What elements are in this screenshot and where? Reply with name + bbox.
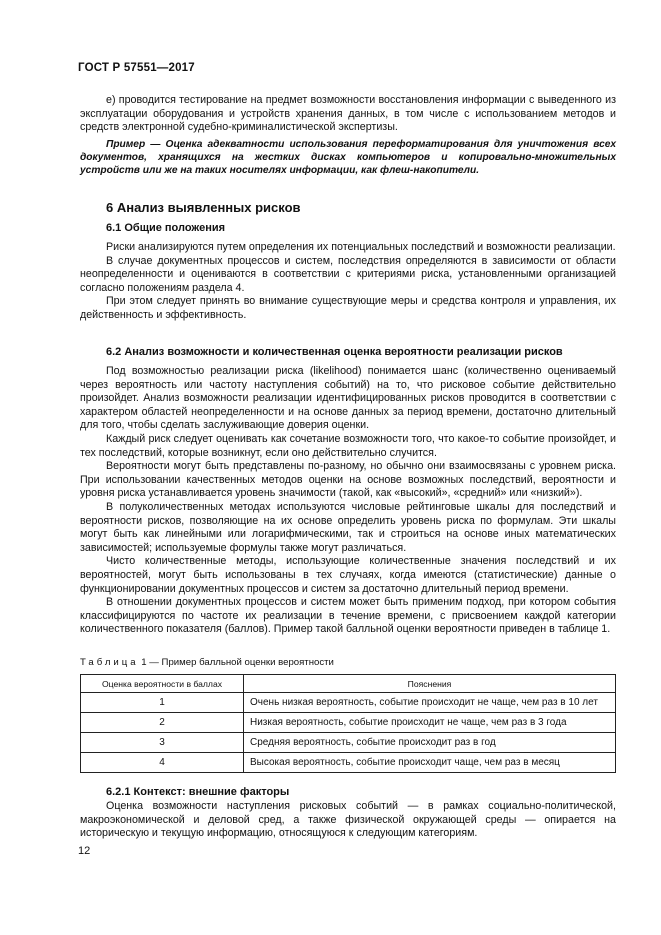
score-cell: 1	[81, 693, 244, 713]
section-6-2-body	[80, 365, 616, 637]
paragraph: Риски анализируются путем определения их потенциальных последствий и возможности реализации.	[106, 241, 616, 253]
table-caption-text: 1 — Пример балльной оценки вероятности	[141, 657, 334, 668]
score-cell: 2	[81, 713, 244, 733]
section-6-1-body	[80, 241, 616, 323]
section-6-2-1-body	[80, 800, 616, 841]
table-row	[81, 733, 616, 753]
example-note: Пример — Оценка адекватности использования переформатирования для уничтожения всех документов, хранящихся на жестких дисках компьютеров и копировально-множительных устройств или же на таких носителях информации, как флеш-накопители.	[80, 139, 616, 176]
table-header-row	[81, 675, 616, 693]
explanation-cell: Низкая вероятность, событие происходит не чаще, чем раз в 3 года	[244, 713, 616, 733]
intro-paragraph: е) проводится тестирование на предмет возможности восстановления информации с выведенного из эксплуатации оборудования и устройств хранения данных, в том числе с использованием методов и средств электронной судебно-криминалистической экспертизы.	[80, 94, 616, 134]
paragraph: Чисто количественные методы, использующие количественные значения последствий и их вероятностей, могут быть использованы в тех случаях, когда имеются (статистические) данные о функционировании документных процессов и систем за достаточно длительный период времени.	[80, 555, 616, 595]
section-6-2-heading: 6.2 Анализ возможности и количественная оценка вероятности реализации рисков	[106, 346, 563, 358]
paragraph: Каждый риск следует оценивать как сочетание возможности того, что какое-то событие произойдет, и тех последствий, которые возникнут, если оно действительно случится.	[80, 432, 616, 459]
table-row	[81, 693, 616, 713]
likelihood-table	[80, 674, 616, 773]
table-row	[81, 713, 616, 733]
paragraph: Вероятности могут быть представлены по-разному, но обычно они взаимосвязаны с уровнем риска. При использовании качественных методов оценки на основе возможных последствий, вероятности и уровня риска устанавливается уровень значимости (такой, как «высокий», «средний» или «низкий»).	[80, 460, 616, 500]
section-6-1-heading: 6.1 Общие положения	[106, 222, 226, 234]
paragraph: При этом следует принять во внимание существующие меры и средства контроля и управления, их действенность и эффективность.	[80, 295, 616, 321]
paragraph: Под возможностью реализации риска (likelihood) понимается шанс (количественно оцениваемый через вероятность или частоту наступления событий) на то, что рисковое событие действительно произойдет. Анализ возможности реализации идентифицированных рисков проводится в соответствии с характером областей неопределенности и на основе данных за период времени, достаточно длительный для того, чтобы сделать заслуживающие доверия оценки.	[80, 365, 616, 432]
document-header: ГОСТ Р 57551—2017	[78, 62, 195, 74]
intro-block	[80, 94, 616, 135]
column-header-explanation: Пояснения	[244, 675, 616, 693]
column-header-score: Оценка вероятности в баллах	[81, 675, 244, 693]
explanation-cell: Средняя вероятность, событие происходит раз в год	[244, 733, 616, 753]
paragraph: В полуколичественных методах используются числовые рейтинговые шкалы для последствий и вероятности рисков, позволяющие на их основе определить уровень риска по формулам. Эти шкалы могут быть как линейными или логарифмическими, так и строиться на основе иных математических зависимостей; используемые формулы также могут различаться.	[80, 500, 616, 554]
table-caption	[80, 657, 334, 668]
score-cell: 4	[81, 753, 244, 773]
score-cell: 3	[81, 733, 244, 753]
table-caption-word: Таблица	[80, 657, 139, 668]
paragraph: В отношении документных процессов и систем может быть применим подход, при котором события классифицируются по частоте их реализации в течение времени, с присвоением каждой категории количественного показателя (баллов). Пример такой балльной оценки вероятности приведен в таблице 1.	[80, 596, 616, 636]
page-number: 12	[78, 845, 91, 857]
paragraph: Оценка возможности наступления рисковых событий — в рамках социально-политической, макроэкономической и деловой сред, а также физической окружающей среды — опирается на историческую и текущую информацию, относящуюся к следующим категориям.	[80, 800, 616, 840]
table-row	[81, 753, 616, 773]
section-6-heading: 6 Анализ выявленных рисков	[106, 200, 301, 215]
explanation-cell: Высокая вероятность, событие происходит чаще, чем раз в месяц	[244, 753, 616, 773]
explanation-cell: Очень низкая вероятность, событие происходит не чаще, чем раз в 10 лет	[244, 693, 616, 713]
paragraph: В случае документных процессов и систем, последствия определяются в зависимости от области неопределенности и оцениваются в соответствии с критериями риска, установленными организацией согласно положениям раздела 4.	[80, 254, 616, 294]
section-6-2-1-heading: 6.2.1 Контекст: внешние факторы	[106, 786, 290, 798]
